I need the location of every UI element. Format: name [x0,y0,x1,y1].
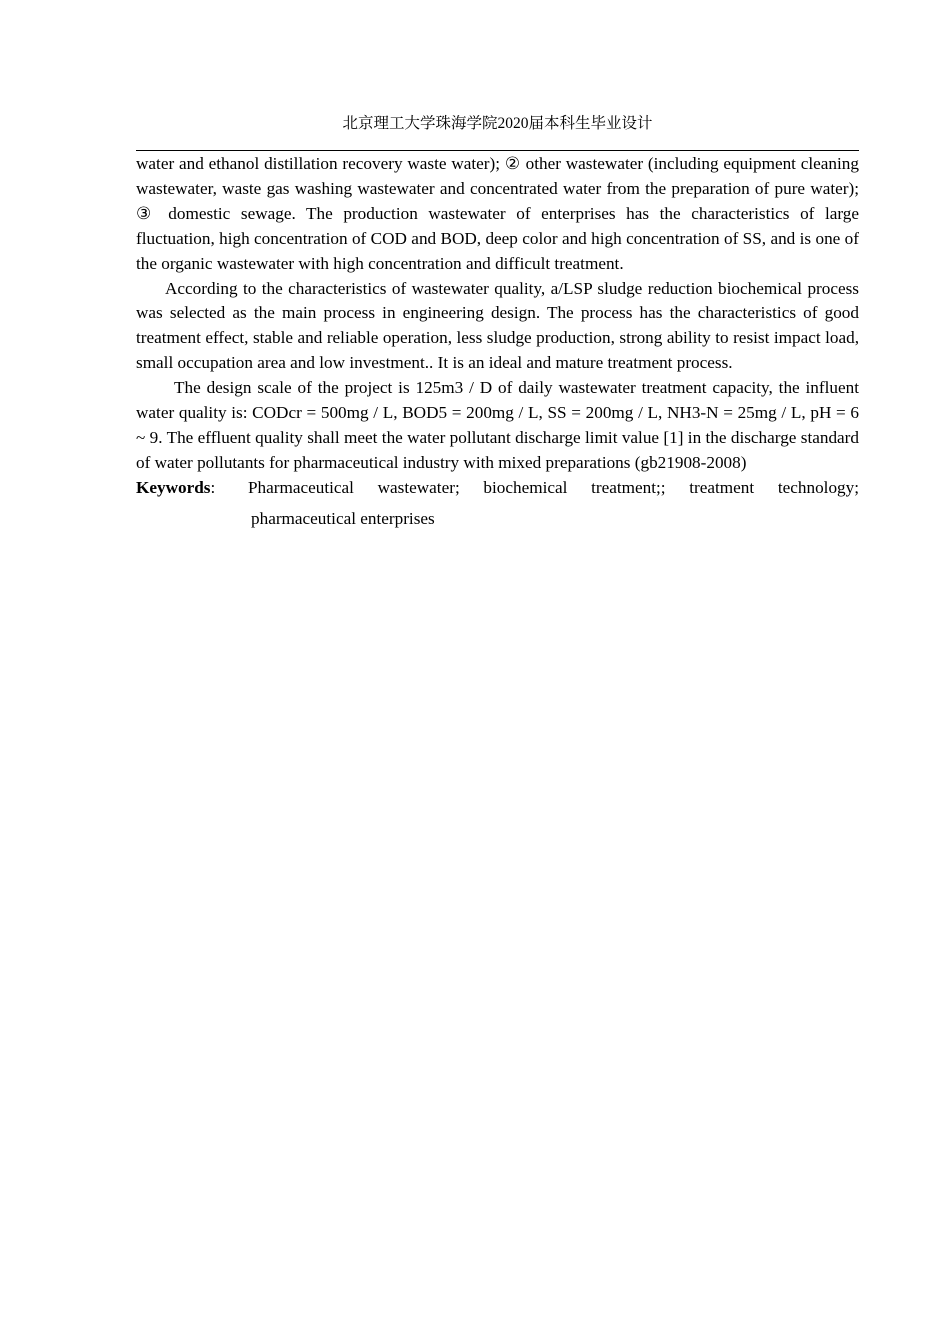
body-paragraph: According to the characteristics of wastewater quality, a/LSP sludge reduction biochemical process was selected as the main process in engineering design. The process has the characteristics of good treatment effect, stable and reliable operation, less sludge production, strong ability to resist impact load, small occupation area and low investment.. It is an ideal and mature treatment process. [136,278,859,373]
header-divider [136,150,859,151]
body-paragraph: The design scale of the project is 125m3 / D of daily wastewater treatment capacity, the influent water quality is: CODcr = 500mg / L, BOD5 = 200mg / L, SS = 200mg / L, NH3-N = 25mg / L, pH = 6 ~ 9. The effluent quality shall meet the water pollutant discharge limit value [1] in the discharge standard of water pollutants for pharmaceutical industry with mixed preparations (gb21908-2008) [136,378,859,472]
keywords-list-continued: pharmaceutical enterprises [251,508,435,528]
document-body [136,152,859,532]
keywords-separator: : [210,477,216,497]
keywords-label-group [136,476,248,501]
keywords-label: Keywords [136,477,211,497]
body-paragraph: water and ethanol distillation recovery waste water); ② other wastewater (including equipment cleaning wastewater, waste gas washing wastewater and concentrated water from the preparation of pure water); ③ domestic sewage. The production wastewater of enterprises has the characteristics of large fluctuation, high concentration of COD and BOD, deep color and high concentration of SS, and is one of the organic wastewater with high concentration and difficult treatment. [136,154,859,273]
page-header: 北京理工大学珠海学院2020届本科生毕业设计 [342,115,653,132]
keywords-section [136,476,859,501]
keywords-list: Pharmaceutical wastewater; biochemical treatment;; treatment technology; [248,477,859,497]
